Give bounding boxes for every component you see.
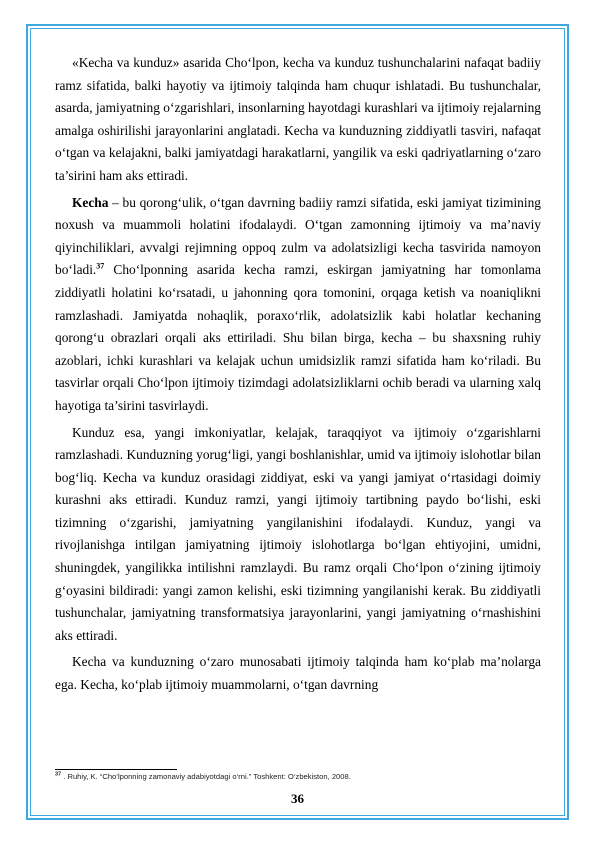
document-body [55, 52, 541, 701]
footnote [55, 772, 541, 781]
term-kecha: Kecha [72, 194, 109, 210]
footnote-divider [55, 769, 177, 770]
paragraph-3: Kunduz esa, yangi imkoniyatlar, kelajak, taraqqiyot va ijtimoiy o‘zgarishlarni ramzlashadi. Kunduzning yorug‘ligi, yangi boshlanishlar, umid va ijtimoiy islohotlar bilan bog‘liq. Kecha va kunduz orasidagi ziddiyat, eski va yangi jamiyat o‘rtasidagi doimiy kurashni aks ettiradi. Kunduz ramzi, yangi ijtimoiy tartibning paydo bo‘lishi, eski tizimning o‘zgarishi, jamiyatning yangilanishini ifodalaydi. Kunduz, yangi va rivojlanishga intilgan jamiyatning ijtimoiy islohotlarga bo‘lgan ehtiyojini, umidni, shuningdek, yangilikka intilishni ramzlaydi. Bu ramz orqali Cho‘lpon o‘zining ijtimoiy g‘oyasini bildiradi: yangi zamon kelishi, eski tizimning yangilanishi kerak. Bu ziddiyatli tushunchalar, jamiyatning transformatsiya jarayonlarini, yangi jamiyatning o‘rnashishini aks ettiradi. [55, 424, 541, 643]
paragraph-4: Kecha va kunduzning o‘zaro munosabati ijtimoiy talqinda ham ko‘plab ma’nolarga ega. Kecha, ko‘plab ijtimoiy muammolarni, o‘tgan davrning [55, 654, 541, 693]
paragraph-2-text-b: Cho‘lponning asarida kecha ramzi, eskirgan jamiyatning har tomonlama ziddiyatli holatini ko‘rsatadi, u jahonning qora tomonini, orqaga ketish va noaniqlikni ramzlashadi. Jamiyatda nohaqlik, poraxo‘rlik, adolatsizlik kabi holatlar kechaning qorong‘u obrazlari orqali aks ettiriladi. Shu bilan birga, kecha – bu shaxsning ruhiy azoblari, ichki kurashlari va kelajak uchun umidsizlik ramzi sifatida ham ko‘riladi. Bu tasvirlar orqali Cho‘lpon ijtimoiy tizimdagi adolatsizliklarni ochib beradi va ularning xalq hayotiga ta’sirini tasvirlaydi. [55, 262, 541, 413]
footnote-text: . Ruhiy, K. “Cho‘lponning zamonaviy adabiyotdagi o‘rni.” Toshkent: O‘zbekiston, 2008. [61, 772, 351, 781]
paragraph-1: «Kecha va kunduz» asarida Cho‘lpon, kecha va kunduz tushunchalarini nafaqat badiiy ramz sifatida, balki hayotiy va ijtimoiy talqinda ham chuqur ishlatadi. Bu tushunchalar, asarda, jamiyatning o‘zgarishlari, insonlarning hayotdagi kurashlari va ijtimoiy rejalarning amalga oshirilishi jarayonlarini anglatadi. Kecha va kunduzning ziddiyatli tasviri, nafaqat o‘tgan va kelajakni, balki jamiyatdagi harakatlarni, yangilik va eski qadriyatlarning o‘zaro ta’sirini ham aks ettiradi. [55, 55, 541, 183]
footnote-number: 37 [55, 771, 62, 778]
page-number: 36 [291, 791, 304, 806]
paragraph-2-text-a: – bu qorong‘ulik, o‘tgan davrning badiiy ramzi sifatida, eski jamiyat tizimining noxush va muammoli holatini ifodalaydi. O‘tgan zamonning ijtimoiy va ma’naviy qiyinchiliklari, avvalgi rejimning oppoq zulm va adolatsizligi kecha tasvirida namoyon bo‘ladi. [55, 194, 541, 278]
footnote-ref[interactable]: 37 [96, 261, 105, 271]
paragraph-2 [55, 192, 541, 418]
